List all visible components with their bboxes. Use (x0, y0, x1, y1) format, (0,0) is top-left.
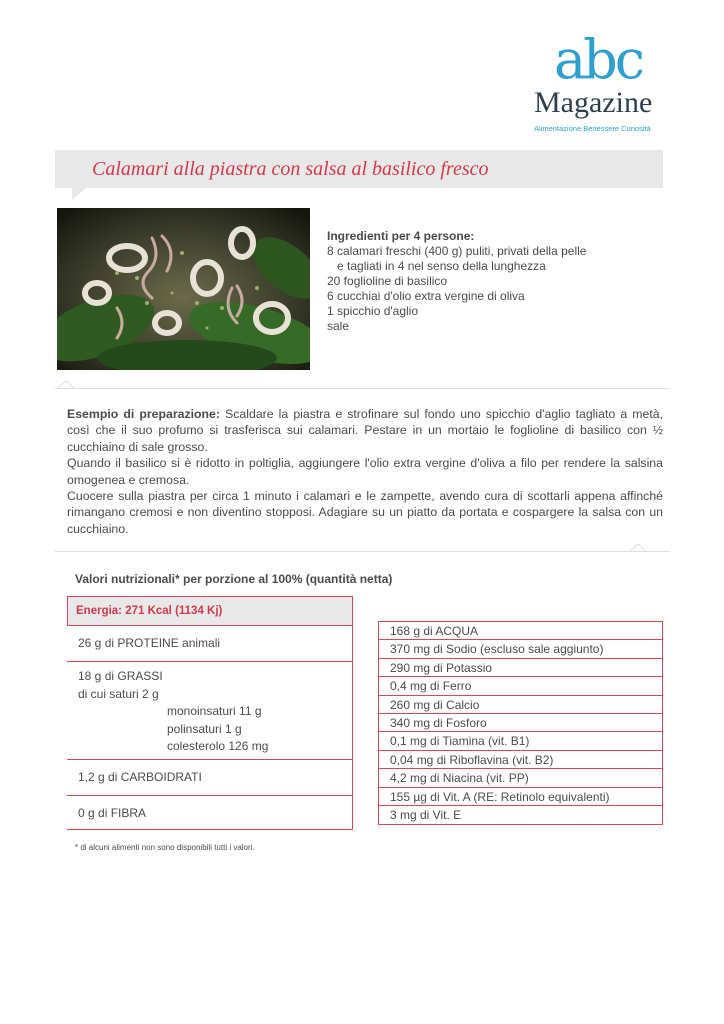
ingredient-line: 8 calamari freschi (400 g) puliti, privati della pelle (327, 244, 587, 258)
nutrient-row: 370 mg di Sodio (escluso sale aggiunto) (379, 640, 662, 658)
ingredients-block (327, 229, 667, 334)
nutrient-row: 260 mg di Calcio (379, 696, 662, 714)
fats-row (67, 662, 353, 760)
nutrient-row: 290 mg di Potassio (379, 659, 662, 677)
preparation-paragraph: Quando il basilico si è ridotto in poltiglia, aggiungere l'olio extra vergine d'oliva a filo per rendere la salsina omogenea e cremosa. (67, 456, 663, 487)
title-banner-notch (72, 188, 86, 200)
abc-magazine-logo (528, 28, 668, 138)
ingredient-line: 1 spicchio d'aglio (327, 304, 419, 318)
dish-photo (57, 208, 310, 370)
preparation-paragraph: Scaldare la piastra e strofinare sul fondo uno spicchio d'aglio tagliato a metà, così che il suo profumo si trasferisca sui calamari. Pestare in un mortaio le foglioline di basilico con ½ cucchiaino di sale grosso. (67, 407, 663, 454)
fats-value: 18 g di GRASSI (78, 669, 163, 683)
nutrient-row: 155 µg di Vit. A (RE: Retinolo equivalenti) (379, 788, 662, 806)
logo-abc-text: abc (553, 28, 642, 91)
nutrition-title: Valori nutrizionali* per porzione al 100% (quantità netta) (75, 572, 393, 586)
energy-row (67, 596, 353, 626)
preparation-text (67, 406, 663, 537)
nutrient-row: 3 mg di Vit. E (390, 807, 462, 822)
nutrient-row: 0,1 mg di Tiamina (vit. B1) (379, 732, 662, 750)
nutrition-table-left (67, 596, 353, 830)
energy-value: Energia: 271 Kcal (1134 Kj) (76, 605, 223, 617)
logo-magazine-text: Magazine (534, 86, 653, 119)
ingredient-line: sale (327, 319, 350, 333)
ingredient-line: 6 cucchiai d'olio extra vergine di oliva (327, 289, 525, 303)
nutrient-row: 0,04 mg di Riboflavina (vit. B2) (379, 751, 662, 769)
saturated-value: di cui saturi 2 g (78, 686, 159, 701)
fiber-value: 0 g di FIBRA (78, 806, 147, 820)
proteins-value: 26 g di PROTEINE animali (78, 636, 221, 650)
recipe-title: Calamari alla piastra con salsa al basilico fresco (92, 158, 489, 180)
nutrient-row: 340 mg di Fosforo (379, 714, 662, 732)
divider-notch (58, 380, 78, 390)
dish-photo-image (57, 208, 310, 370)
fats-block (78, 668, 268, 756)
divider-notch (630, 543, 650, 553)
proteins-row (67, 626, 353, 662)
logo-tagline: Alimentazione Benessere Curiosità (534, 124, 651, 133)
monounsaturated-value: monoinsaturi 11 g (167, 704, 262, 718)
nutrient-row: 4,2 mg di Niacina (vit. PP) (379, 769, 662, 787)
carbs-value: 1,2 g di CARBOIDRATI (78, 770, 202, 784)
fiber-row (67, 796, 353, 830)
carbs-row (67, 760, 353, 796)
nutrient-row: 0,4 mg di Ferro (379, 677, 662, 695)
divider-bottom (55, 551, 669, 552)
divider-top (55, 388, 669, 389)
nutrition-table-right (378, 621, 663, 825)
cholesterol-value: colesterolo 126 mg (167, 739, 269, 753)
nutrient-row: 168 g di ACQUA (379, 622, 662, 640)
ingredient-line: e tagliati in 4 nel senso della lunghezza (337, 259, 546, 273)
preparation-paragraph: Cuocere sulla piastra per circa 1 minuto i calamari e le zampette, avendo cura di scottarli appena affinché rimangano cremosi e non diventino stopposi. Adagiare su un piatto da portata e cospargere la salsa con un cucchiaino. (67, 489, 663, 536)
polyunsaturated-value: polinsaturi 1 g (167, 721, 242, 736)
preparation-label: Esempio di preparazione: (67, 407, 220, 421)
ingredient-line: 20 foglioline di basilico (327, 274, 448, 288)
ingredients-heading: Ingredienti per 4 persone: (327, 229, 475, 243)
footnote: * di alcuni alimenti non sono disponibili tutti i valori. (75, 843, 255, 852)
